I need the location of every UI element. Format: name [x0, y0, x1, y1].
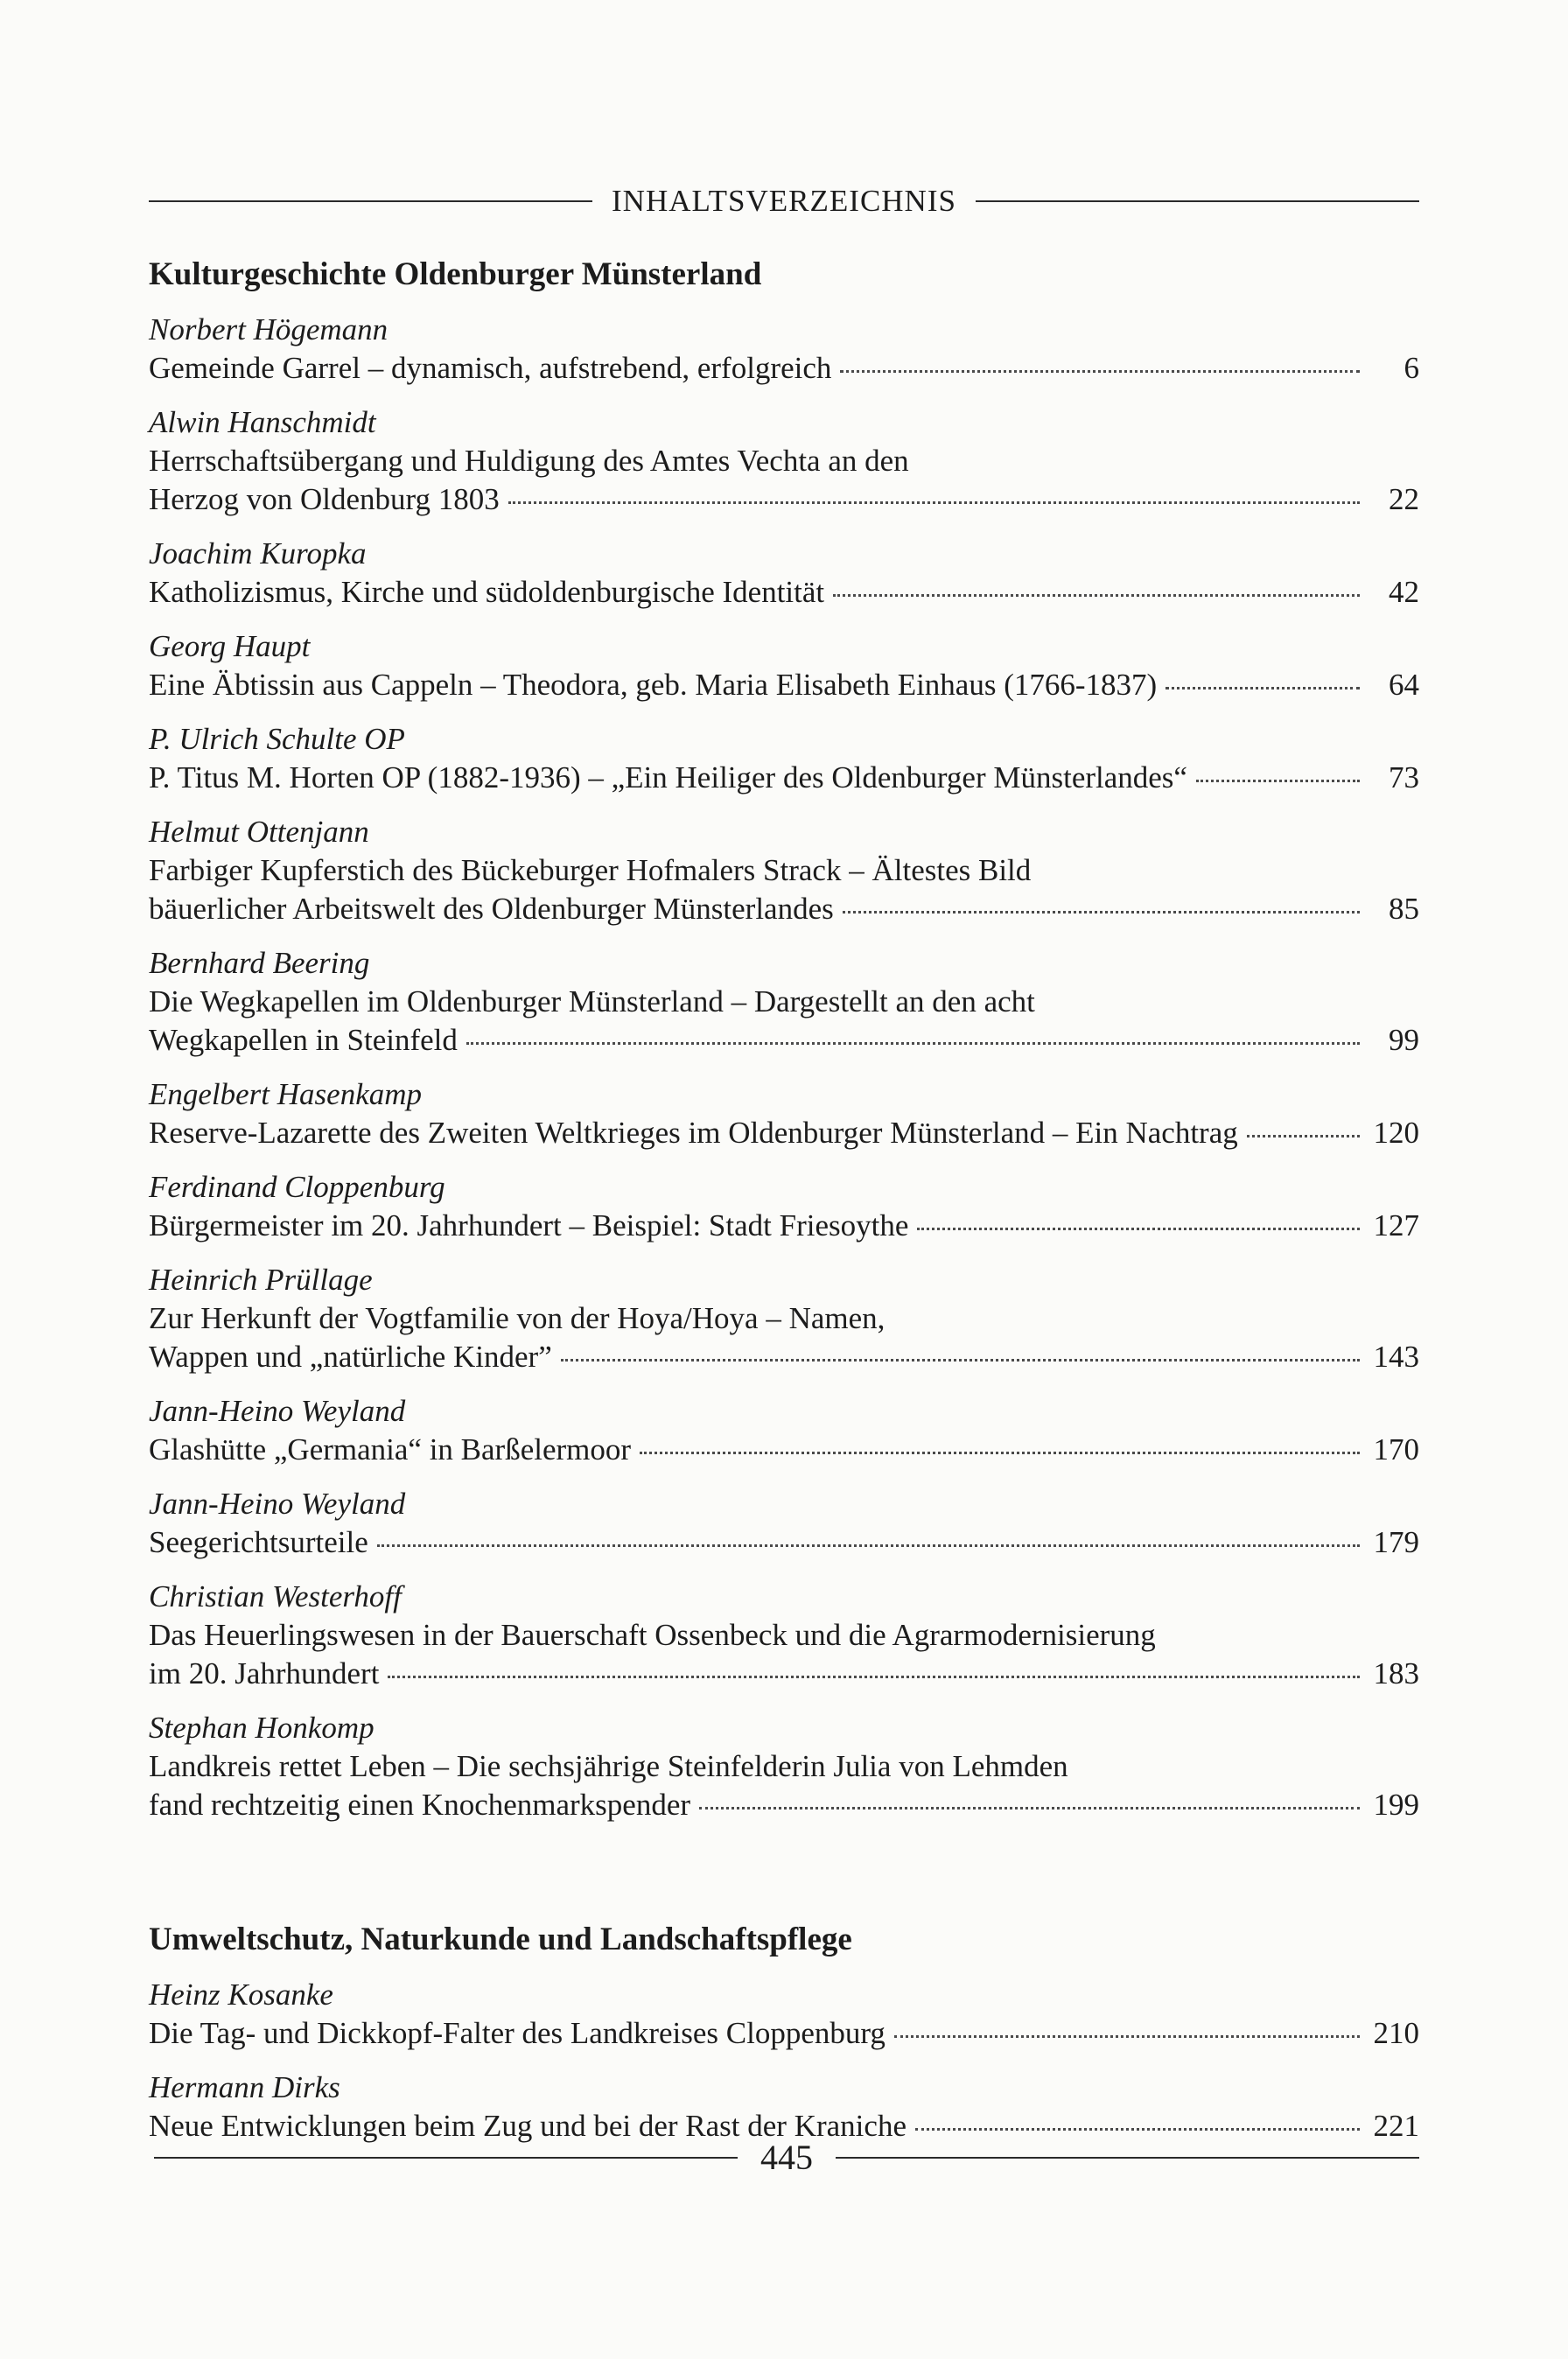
dot-leader	[1166, 687, 1360, 690]
entry-page-number: 199	[1373, 1788, 1419, 1822]
entry-author: Engelbert Hasenkamp	[149, 1077, 423, 1111]
entry-page-number: 127	[1373, 1208, 1419, 1242]
dot-leader	[840, 370, 1360, 373]
toc-section	[149, 1921, 1419, 2146]
toc-entry	[149, 1168, 1419, 1245]
entry-title-row	[149, 1655, 1419, 1693]
entry-title-line: Eine Äbtissin aus Cappeln – Theodora, geb. Maria Elisabeth Einhaus (1766-1837)	[149, 668, 1158, 702]
entry-page-number: 22	[1389, 482, 1419, 516]
entry-title-line: Neue Entwicklungen beim Zug und bei der Rast der Kraniche	[149, 2109, 906, 2143]
entry-title-line: Herrschaftsübergang und Huldigung des Amtes Vechta an den	[149, 444, 909, 478]
entry-title-line: Katholizismus, Kirche und südoldenburgische Identität	[149, 575, 825, 609]
entry-title-line: Farbiger Kupferstich des Bückeburger Hofmalers Strack – Ältestes Bild	[149, 853, 1032, 887]
dot-leader	[1196, 780, 1360, 782]
entry-page-number: 42	[1389, 575, 1419, 609]
footer-rule-right	[836, 2157, 1419, 2159]
toc-entry	[149, 311, 1419, 388]
footer-page-number: 445	[760, 2138, 813, 2177]
toc-sections	[149, 256, 1419, 2146]
entry-title-line: Wappen und „natürliche Kinder”	[149, 1340, 552, 1374]
entry-author: Christian Westerhoff	[149, 1579, 402, 1614]
entry-author: P. Ulrich Schulte OP	[149, 722, 405, 756]
header-rule-left	[149, 200, 592, 202]
toc-entry	[149, 1709, 1419, 1824]
entry-title-line: Gemeinde Garrel – dynamisch, aufstrebend, erfolgreich	[149, 351, 832, 385]
dot-leader	[377, 1544, 1360, 1547]
entry-title-row	[149, 1114, 1419, 1152]
dot-leader	[388, 1676, 1360, 1678]
entry-page-number: 120	[1373, 1116, 1419, 1150]
entry-title-row	[149, 666, 1419, 704]
dot-leader	[843, 911, 1360, 914]
entry-title-line: Glashütte „Germania“ in Barßelermoor	[149, 1432, 632, 1466]
entry-author: Georg Haupt	[149, 629, 311, 663]
entry-title-row	[149, 1786, 1419, 1824]
entry-author: Stephan Honkomp	[149, 1711, 374, 1745]
dot-leader	[1247, 1135, 1360, 1138]
dot-leader	[508, 501, 1360, 504]
entry-title-row	[149, 573, 1419, 612]
entry-title-row	[149, 759, 1419, 797]
dot-leader	[640, 1452, 1360, 1454]
footer-rule-left	[154, 2157, 738, 2159]
toc-entry	[149, 720, 1419, 797]
toc-entry	[149, 1485, 1419, 1562]
entry-author: Bernhard Beering	[149, 946, 370, 980]
toc-entry	[149, 535, 1419, 612]
dot-leader	[561, 1359, 1360, 1362]
dot-leader	[894, 2035, 1360, 2038]
entry-title-line: fand rechtzeitig einen Knochenmarkspender	[149, 1788, 691, 1822]
toc-entry	[149, 1578, 1419, 1693]
entry-page-number: 221	[1373, 2109, 1419, 2143]
entry-page-number: 183	[1373, 1656, 1419, 1690]
entry-author: Jann-Heino Weyland	[149, 1394, 406, 1428]
entry-title-line: Die Tag- und Dickkopf-Falter des Landkreises Cloppenburg	[149, 2016, 886, 2050]
entry-title-row	[149, 1431, 1419, 1469]
toc-entry	[149, 627, 1419, 704]
entry-author: Helmut Ottenjann	[149, 815, 369, 849]
entry-title-row	[149, 1338, 1419, 1376]
entry-page-number: 210	[1373, 2016, 1419, 2050]
entry-title-line: Reserve-Lazarette des Zweiten Weltkrieges im Oldenburger Münsterland – Ein Nachtrag	[149, 1116, 1238, 1150]
entry-author: Heinrich Prüllage	[149, 1263, 373, 1297]
entry-page-number: 170	[1373, 1432, 1419, 1466]
entry-page-number: 85	[1389, 892, 1419, 926]
entry-title-row	[149, 349, 1419, 388]
entry-title-line: bäuerlicher Arbeitswelt des Oldenburger Münsterlandes	[149, 892, 834, 926]
toc-entry	[149, 403, 1419, 519]
entry-author: Hermann Dirks	[149, 2070, 340, 2104]
entry-author: Heinz Kosanke	[149, 1978, 333, 2012]
section-title: Umweltschutz, Naturkunde und Landschaftspflege	[149, 1922, 852, 1957]
entry-title-line: P. Titus M. Horten OP (1882-1936) – „Ein Heiliger des Oldenburger Münsterlandes“	[149, 760, 1187, 794]
entry-title-row	[149, 1207, 1419, 1245]
toc-entry	[149, 2068, 1419, 2146]
dot-leader	[833, 594, 1360, 597]
entry-page-number: 6	[1404, 351, 1419, 385]
entry-page-number: 179	[1373, 1525, 1419, 1559]
dot-leader	[917, 1228, 1360, 1230]
entry-title-line: Bürgermeister im 20. Jahrhundert – Beispiel: Stadt Friesoythe	[149, 1208, 909, 1242]
dot-leader	[466, 1042, 1360, 1045]
section-title: Kulturgeschichte Oldenburger Münsterland	[149, 256, 762, 292]
header-rule-right	[976, 200, 1419, 202]
entry-title-line: Zur Herkunft der Vogtfamilie von der Hoya/Hoya – Namen,	[149, 1301, 886, 1335]
entry-author: Alwin Hanschmidt	[149, 405, 376, 439]
toc-entry	[149, 1976, 1419, 2053]
entry-author: Ferdinand Cloppenburg	[149, 1170, 445, 1204]
entry-title-row	[149, 480, 1419, 519]
page-footer	[154, 2137, 1419, 2178]
toc-entry	[149, 1075, 1419, 1152]
dot-leader	[699, 1807, 1360, 1810]
entry-author: Joachim Kuropka	[149, 536, 367, 570]
entry-title-line: im 20. Jahrhundert	[149, 1656, 380, 1690]
toc-entry	[149, 1261, 1419, 1376]
toc-entry	[149, 1392, 1419, 1469]
entry-author: Norbert Högemann	[149, 312, 388, 346]
entry-title-line: Das Heuerlingswesen in der Bauerschaft Ossenbeck und die Agrarmodernisierung	[149, 1618, 1156, 1652]
toc-header-title: INHALTSVERZEICHNIS	[612, 184, 956, 218]
toc-page	[149, 184, 1419, 2161]
entry-title-line: Landkreis rettet Leben – Die sechsjährige Steinfelderin Julia von Lehmden	[149, 1749, 1068, 1783]
entry-title-row	[149, 1523, 1419, 1562]
entry-page-number: 99	[1389, 1023, 1419, 1057]
entry-page-number: 64	[1389, 668, 1419, 702]
entry-title-row	[149, 890, 1419, 928]
entry-title-line: Wegkapellen in Steinfeld	[149, 1023, 458, 1057]
toc-header	[149, 184, 1419, 219]
toc-entry	[149, 813, 1419, 928]
toc-section	[149, 256, 1419, 1824]
toc-entry	[149, 944, 1419, 1060]
entry-page-number: 143	[1373, 1340, 1419, 1374]
entry-title-line: Herzog von Oldenburg 1803	[149, 482, 500, 516]
entry-author: Jann-Heino Weyland	[149, 1487, 406, 1521]
dot-leader	[915, 2128, 1360, 2131]
entry-title-line: Die Wegkapellen im Oldenburger Münsterland – Dargestellt an den acht	[149, 984, 1035, 1018]
entry-title-row	[149, 2014, 1419, 2053]
entry-title-line: Seegerichtsurteile	[149, 1525, 368, 1559]
entry-page-number: 73	[1389, 760, 1419, 794]
entry-title-row	[149, 1021, 1419, 1060]
